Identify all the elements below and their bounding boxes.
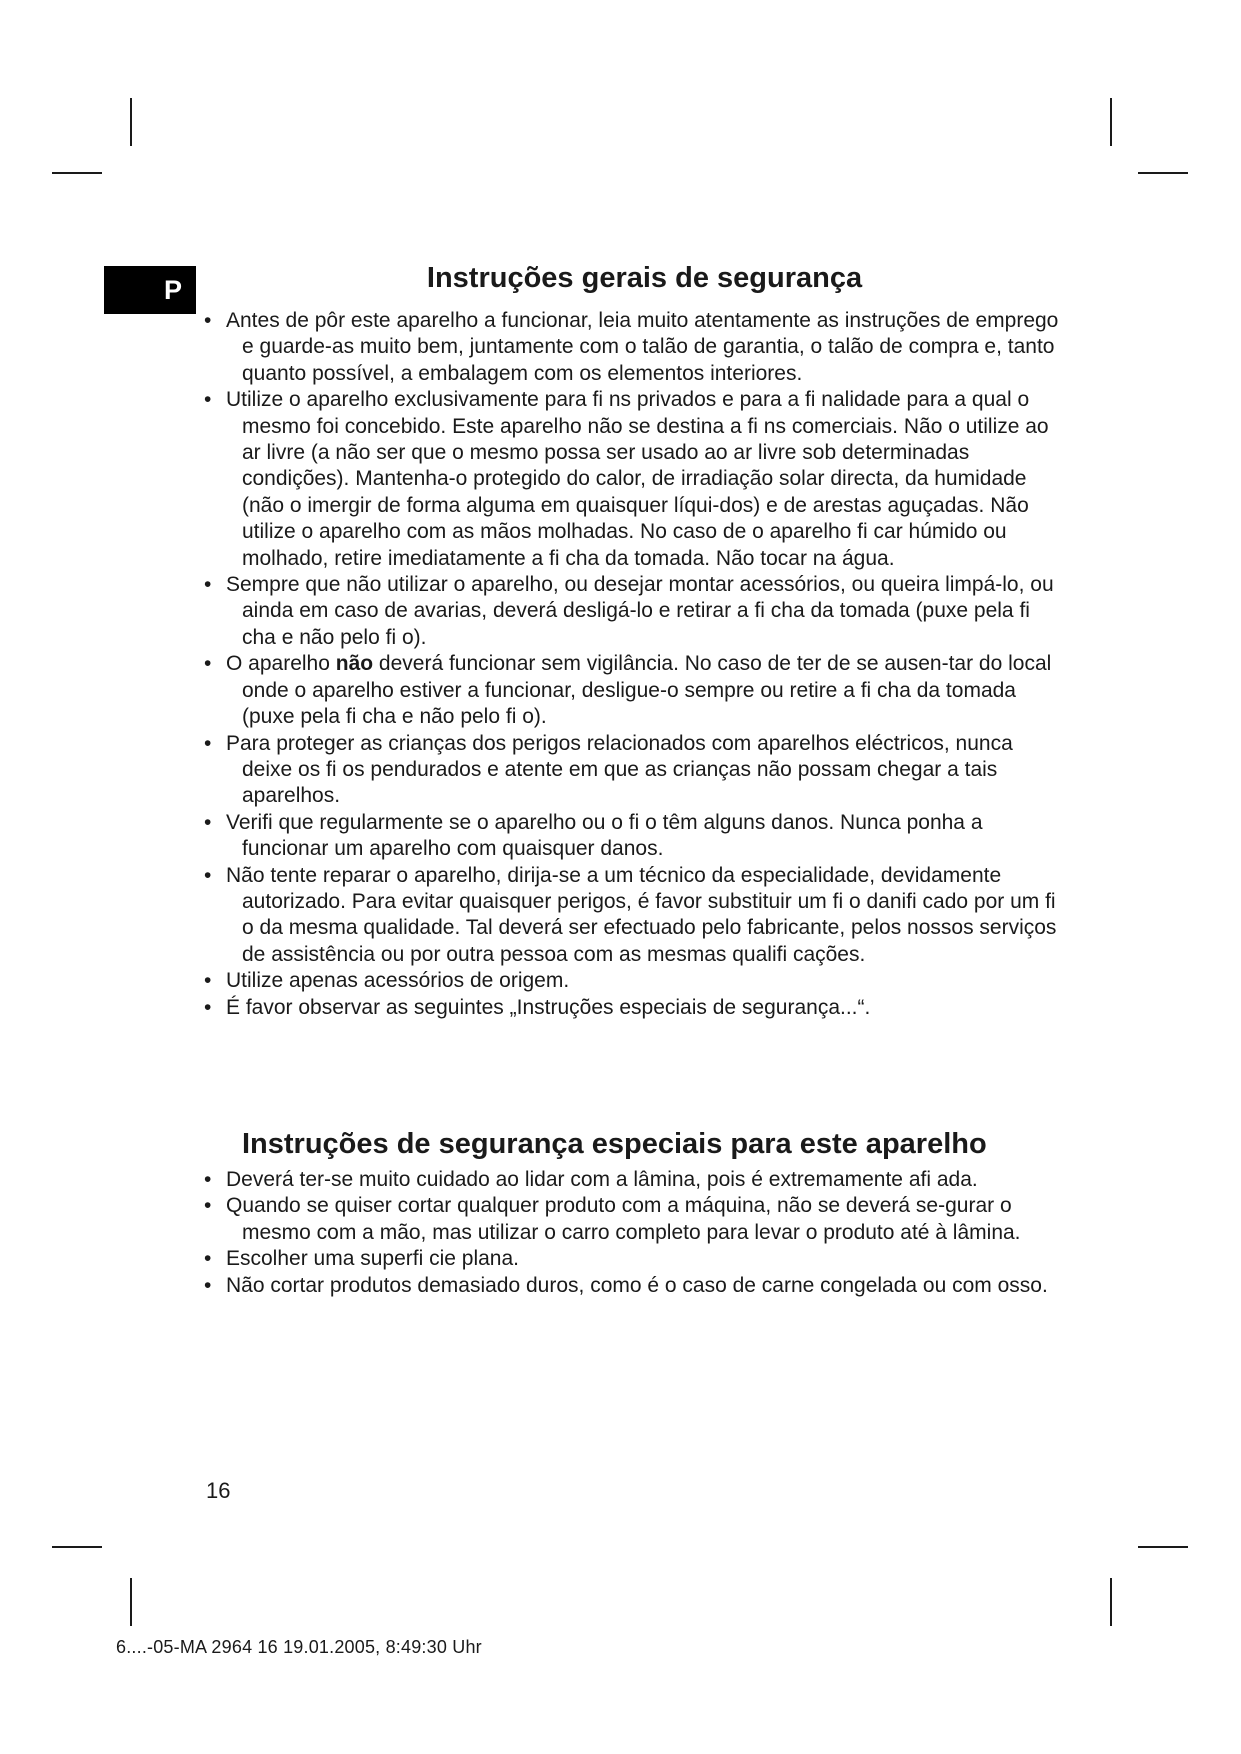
- list-item: [204, 651, 1064, 730]
- crop-mark: [1110, 98, 1112, 146]
- special-safety-list: [204, 1167, 1064, 1299]
- crop-mark: [1110, 1578, 1112, 1626]
- list-item: • Sempre que não utilizar o aparelho, ou desejar montar acessórios, ou queira limpá-lo, ou ainda em caso de avarias, deverá desligá-lo e retirar a fi cha da tomada (puxe pela fi cha e não pelo fi o).: [204, 572, 1064, 651]
- section-title-general-safety: Instruções gerais de segurança: [426, 262, 863, 294]
- crop-mark: [130, 1578, 132, 1626]
- general-safety-list: [204, 308, 1064, 1021]
- language-tab: P: [104, 266, 196, 314]
- crop-mark: [1138, 1546, 1188, 1548]
- list-item: • Utilize o aparelho exclusivamente para fi ns privados e para a fi nalidade para a qual o mesmo foi concebido. Este aparelho não se destina a fi ns comerciais. Não o utilize ao ar livre (a não ser que o mesmo possa ser usado ao ar livre sob determinadas condições). Mantenha-o protegido do calor, de irradiação solar directa, da humidade (não o imergir de forma alguma em quaisquer líqui-dos) e de arestas aguçadas. Não utilize o aparelho com as mãos molhadas. No caso de o aparelho fi car húmido ou molhado, retire imediatamente a fi cha da tomada. Não tocar na água.: [204, 387, 1064, 572]
- print-footer: 6....-05-MA 2964 16 19.01.2005, 8:49:30 Uhr: [116, 1637, 482, 1657]
- list-item-prefix: O aparelho: [226, 652, 336, 676]
- crop-mark: [1138, 172, 1188, 174]
- emphasis-text: não: [335, 652, 374, 676]
- list-item: • Verifi que regularmente se o aparelho ou o fi o têm alguns danos. Nunca ponha a funcionar um aparelho com quaisquer danos.: [204, 810, 1064, 863]
- list-item: • Deverá ter-se muito cuidado ao lidar com a lâmina, pois é extremamente afi ada.: [204, 1167, 1064, 1193]
- list-item-suffix: deverá funcionar sem vigilância. No caso de ter de se ausen-tar do local onde o aparelho estiver a funcionar, desligue-o sempre ou retire a fi cha da tomada (puxe pela fi cha e não pelo fi o).: [242, 652, 1052, 729]
- list-item: • Utilize apenas acessórios de origem.: [204, 968, 1064, 994]
- list-item: • Não tente reparar o aparelho, dirija-se a um técnico da especialidade, devidamente autorizado. Para evitar quaisquer perigos, é favor substituir um fi o danifi cado por um fi o da mesma qualidade. Tal deverá ser efectuado pelo fabricante, pelos nossos serviços de assistência ou por outra pessoa com as mesmas qualifi cações.: [204, 863, 1064, 969]
- crop-mark: [52, 1546, 102, 1548]
- section-title-special-safety: Instruções de segurança especiais para este aparelho: [242, 1128, 987, 1160]
- page-number: 16: [206, 1478, 231, 1503]
- list-item: • Antes de pôr este aparelho a funcionar, leia muito atentamente as instruções de emprego e guarde-as muito bem, juntamente com o talão de garantia, o talão de compra e, tanto quanto possível, a embalagem com os elementos interiores.: [204, 308, 1064, 387]
- crop-mark: [130, 98, 132, 146]
- list-item: • Não cortar produtos demasiado duros, como é o caso de carne congelada ou com osso.: [204, 1273, 1064, 1299]
- list-item: • Quando se quiser cortar qualquer produto com a máquina, não se deverá se-gurar o mesmo com a mão, mas utilizar o carro completo para levar o produto até à lâmina.: [204, 1193, 1064, 1246]
- list-item: • É favor observar as seguintes „Instruções especiais de segurança...“.: [204, 995, 1064, 1021]
- list-item: • Escolher uma superfi cie plana.: [204, 1246, 1064, 1272]
- list-item: • Para proteger as crianças dos perigos relacionados com aparelhos eléctricos, nunca deixe os fi os pendurados e atente em que as crianças não possam chegar a tais aparelhos.: [204, 731, 1064, 810]
- crop-mark: [52, 172, 102, 174]
